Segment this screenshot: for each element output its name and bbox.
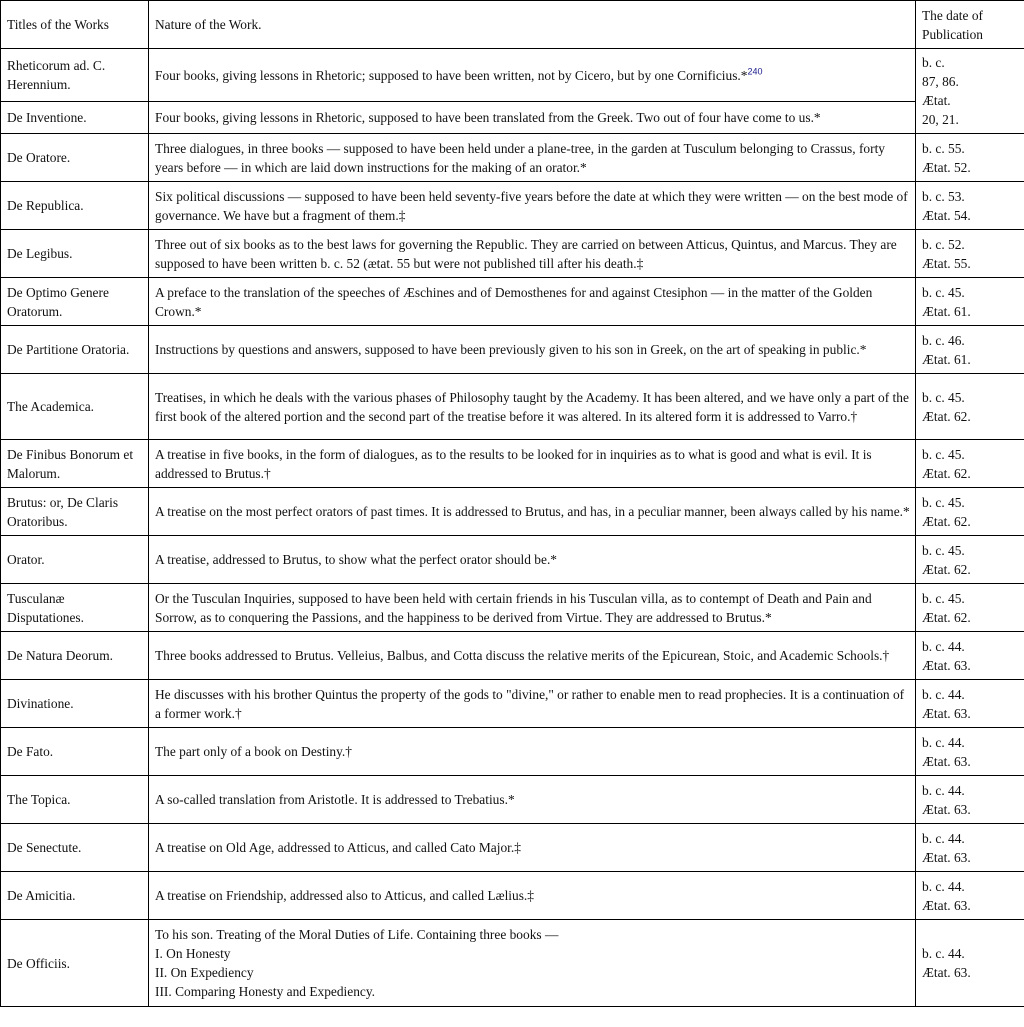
work-nature: The part only of a book on Destiny.† [149,728,916,776]
publication-date [916,776,1024,824]
date-aetat: Ætat. 63. [922,801,971,817]
date-bc: b. c. 46. [922,332,965,348]
nature-line: I. On Honesty [155,946,231,961]
work-nature: Or the Tusculan Inquiries, supposed to have been held with certain friends in his Tusculan villa, as to contempt of Death and Pain and Sorrow, as to conquering the Passions, and the happiness to be derived from Virtue. They are addressed to Brutus.* [149,584,916,632]
date-aetat: Ætat. 55. [922,255,971,271]
work-title: De Senectute. [1,824,149,872]
work-nature: Three books addressed to Brutus. Velleius, Balbus, and Cotta discuss the relative merits of the Epicurean, Stoic, and Academic Schools.† [149,632,916,680]
work-title: Orator. [1,536,149,584]
work-title: De Oratore. [1,134,149,182]
date-aetat: Ætat. 61. [922,303,971,319]
date-bc: b. c. 44. [922,946,965,961]
date-bc: b. c. 45. [922,542,965,558]
work-title: The Academica. [1,374,149,440]
date-aetat: Ætat. 63. [922,753,971,769]
work-title: De Fato. [1,728,149,776]
work-nature: A treatise, addressed to Brutus, to show what the perfect orator should be.* [149,536,916,584]
work-nature: A treatise on the most perfect orators of past times. It is addressed to Brutus, and has, in a peculiar manner, been always called by his name.* [149,488,916,536]
work-title: Brutus: or, De Claris Oratoribus. [1,488,149,536]
work-nature: Six political discussions — supposed to have been held seventy-five years before the date at which they were written — on the best mode of governance. We have but a fragment of them.‡ [149,182,916,230]
publication-date [916,920,1024,1007]
publication-date [916,49,1024,134]
header-row [1,1,1024,49]
footnote-link[interactable]: 240 [747,66,763,77]
work-title: Divinatione. [1,680,149,728]
date-bc: b. c. 44. [922,782,965,798]
work-nature: Treatises, in which he deals with the various phases of Philosophy taught by the Academy. It has been altered, and we have only a part of the first book of the altered portion and the second part of the treatise before it was altered. In its altered form it is addressed to Varro.† [149,374,916,440]
table-row [1,728,1024,776]
publication-date [916,440,1024,488]
table-row [1,278,1024,326]
nature-line: To his son. Treating of the Moral Duties of Life. Containing three books — [155,927,559,942]
work-nature: A treatise in five books, in the form of dialogues, as to the results to be looked for in inquiries as to what is good and what is evil. It is addressed to Brutus.† [149,440,916,488]
table-row [1,536,1024,584]
work-title: De Officiis. [1,920,149,1007]
date-bc: b. c. 44. [922,830,965,846]
date-aetat: Ætat. 62. [922,561,971,577]
publication-date [916,632,1024,680]
table-row [1,776,1024,824]
publication-date [916,182,1024,230]
table-row [1,49,1024,102]
header-nature: Nature of the Work. [149,1,916,49]
publication-date [916,680,1024,728]
publication-date [916,824,1024,872]
date-aetat-label: Ætat. [922,93,951,108]
work-title: Rheticorum ad. C. Herennium. [1,49,149,102]
date-bc: b. c. 53. [922,188,965,204]
date-bc: b. c. 45. [922,389,965,405]
date-bc: b. c. 44. [922,734,965,750]
work-title: De Amicitia. [1,872,149,920]
table-row [1,920,1024,1007]
work-nature: Four books, giving lessons in Rhetoric, supposed to have been translated from the Greek. Two out of four have come to us.* [149,102,916,134]
publication-date [916,584,1024,632]
work-title: De Republica. [1,182,149,230]
publication-date [916,326,1024,374]
work-title: De Partitione Oratoria. [1,326,149,374]
work-nature: Three out of six books as to the best laws for governing the Republic. They are carried on between Atticus, Quintus, and Marcus. They are supposed to have been written b. c. 52 (ætat. 55 but were not published till after his death.‡ [149,230,916,278]
table-row [1,632,1024,680]
table-row [1,440,1024,488]
table-row [1,824,1024,872]
table-row [1,374,1024,440]
table-row [1,134,1024,182]
date-aetat: Ætat. 63. [922,657,971,673]
work-nature: Three dialogues, in three books — supposed to have been held under a plane-tree, in the garden at Tusculum belonging to Crassus, forty years before — in which are laid down instructions for the making of an orator.* [149,134,916,182]
date-bc: b. c. 52. [922,236,965,252]
table-row [1,488,1024,536]
work-nature: A so-called translation from Aristotle. It is addressed to Trebatius.* [149,776,916,824]
work-nature: A treatise on Old Age, addressed to Atticus, and called Cato Major.‡ [149,824,916,872]
nature-line: II. On Expediency [155,965,254,980]
work-title: De Inventione. [1,102,149,134]
date-bc: b. c. 45. [922,590,965,606]
date-bc: b. c. 44. [922,878,965,894]
date-aetat: Ætat. 61. [922,351,971,367]
work-title: De Optimo Genere Oratorum. [1,278,149,326]
date-aetat: Ætat. 62. [922,513,971,529]
date-bc: b. c. 45. [922,284,965,300]
work-nature: He discusses with his brother Quintus the property of the gods to "divine," or rather to enable men to read prophecies. It is a continuation of a former work.† [149,680,916,728]
date-bc-years: 87, 86. [922,74,959,89]
date-aetat-years: 20, 21. [922,112,959,127]
publication-date [916,872,1024,920]
date-bc: b. c. 44. [922,686,965,702]
publication-date [916,728,1024,776]
publication-date [916,278,1024,326]
table-row [1,230,1024,278]
date-aetat: Ætat. 63. [922,965,971,980]
table-row [1,102,1024,134]
publication-date [916,374,1024,440]
header-title: Titles of the Works [1,1,149,49]
publication-date [916,488,1024,536]
date-aetat: Ætat. 54. [922,207,971,223]
work-nature [149,920,916,1007]
work-title: De Legibus. [1,230,149,278]
work-title: Tusculanæ Disputationes. [1,584,149,632]
work-title: De Natura Deorum. [1,632,149,680]
publication-date [916,230,1024,278]
date-bc: b. c. 45. [922,494,965,510]
work-nature: A preface to the translation of the speeches of Æschines and of Demosthenes for and against Ctesiphon — in the matter of the Golden Crown.* [149,278,916,326]
date-bc: b. c. 45. [922,446,965,462]
table-row [1,872,1024,920]
header-date: The date of Publication [916,1,1024,49]
work-title: De Finibus Bonorum et Malorum. [1,440,149,488]
publication-date [916,536,1024,584]
date-aetat: Ætat. 63. [922,705,971,721]
date-aetat: Ætat. 62. [922,609,971,625]
nature-line: III. Comparing Honesty and Expediency. [155,984,376,999]
table-row [1,584,1024,632]
date-aetat: Ætat. 62. [922,408,971,424]
work-nature: Instructions by questions and answers, supposed to have been previously given to his son in Greek, on the art of speaking in public.* [149,326,916,374]
work-nature-text: Four books, giving lessons in Rhetoric; supposed to have been written, not by Cicero, but by one Cornificius.* [155,67,748,83]
date-bc-label: b. c. [922,55,945,70]
work-title: The Topica. [1,776,149,824]
table-row [1,326,1024,374]
table-row [1,182,1024,230]
date-aetat: Ætat. 63. [922,849,971,865]
date-aetat: Ætat. 63. [922,897,971,913]
work-nature [149,49,916,102]
publication-date [916,134,1024,182]
date-bc: b. c. 55. [922,140,965,156]
date-aetat: Ætat. 52. [922,159,971,175]
work-nature: A treatise on Friendship, addressed also to Atticus, and called Lælius.‡ [149,872,916,920]
table-row [1,680,1024,728]
date-bc: b. c. 44. [922,638,965,654]
date-aetat: Ætat. 62. [922,465,971,481]
